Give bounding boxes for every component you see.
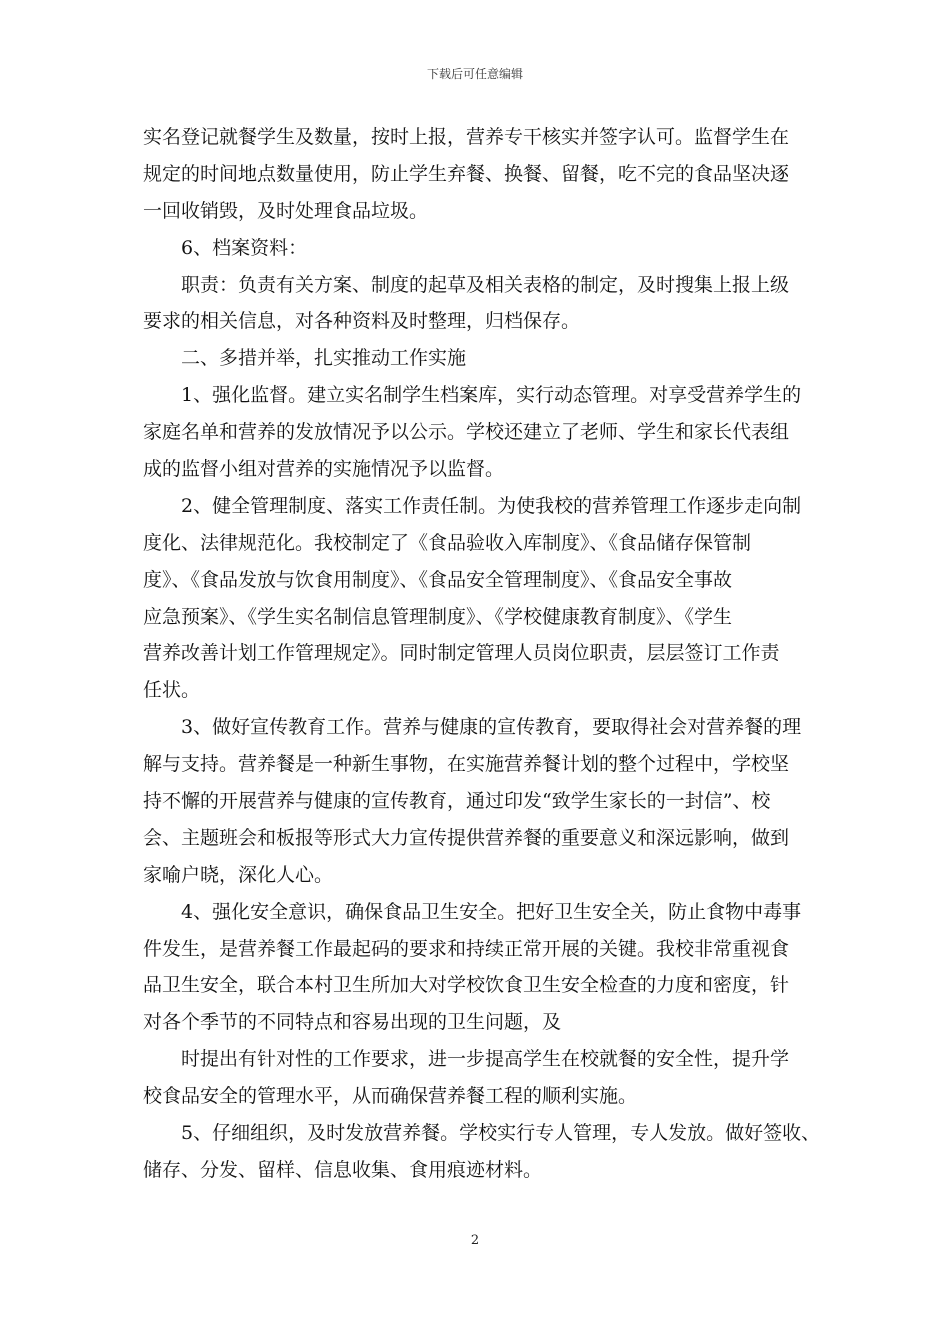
body-line: 4、强化安全意识，确保食品卫生安全。把好卫生安全关，防止食物中毒事 bbox=[181, 900, 802, 923]
body-line: 时提出有针对性的工作要求，进一步提高学生在校就餐的安全性，提升学 bbox=[181, 1048, 790, 1071]
section-heading: 二、多措并举，扎实推动工作实施 bbox=[181, 347, 467, 370]
body-line: 品卫生安全，联合本村卫生所加大对学校饮食卫生安全检查的力度和密度，针 bbox=[143, 974, 790, 997]
body-line: 3、做好宣传教育工作。营养与健康的宣传教育，要取得社会对营养餐的理 bbox=[181, 716, 802, 739]
body-line: 要求的相关信息，对各种资料及时整理，归档保存。 bbox=[143, 310, 581, 333]
section-heading: 6、档案资料： bbox=[181, 236, 308, 259]
body-line: 规定的时间地点数量使用，防止学生弃餐、换餐、留餐，吃不完的食品坚决逐 bbox=[143, 162, 790, 185]
page-number: 2 bbox=[470, 1233, 480, 1248]
body-line: 度化、法律规范化。我校制定了《食品验收入库制度》、《食品储存保管制 bbox=[143, 531, 752, 554]
body-line: 营养改善计划工作管理规定》。同时制定管理人员岗位职责，层层签订工作责 bbox=[143, 642, 780, 665]
page-header: 下载后可任意编辑 bbox=[426, 67, 523, 81]
body-line: 件发生，是营养餐工作最起码的要求和持续正常开展的关键。我校非常重视食 bbox=[143, 937, 790, 960]
body-line: 对各个季节的不同特点和容易出现的卫生问题，及 bbox=[143, 1011, 562, 1034]
body-line: 应急预案》、《学生实名制信息管理制度》、《学校健康教育制度》、《学生 bbox=[143, 605, 733, 628]
body-line: 度》、《食品发放与饮食用制度》、《食品安全管理制度》、《食品安全事故 bbox=[143, 568, 733, 591]
body-line: 一回收销毁，及时处理食品垃圾。 bbox=[143, 199, 429, 222]
body-line: 储存、分发、留样、信息收集、食用痕迹材料。 bbox=[143, 1158, 543, 1181]
body-line: 解与支持。营养餐是一种新生事物，在实施营养餐计划的整个过程中，学校坚 bbox=[143, 753, 790, 776]
body-line: 2、健全管理制度、落实工作责任制。为使我校的营养管理工作逐步走向制 bbox=[181, 494, 802, 517]
body-line: 实名登记就餐学生及数量，按时上报，营养专干核实并签字认可。监督学生在 bbox=[143, 126, 790, 148]
body-line: 校食品安全的管理水平，从而确保营养餐工程的顺利实施。 bbox=[143, 1085, 638, 1108]
body-line: 成的监督小组对营养的实施情况予以监督。 bbox=[143, 458, 505, 481]
body-line: 职责：负责有关方案、制度的起草及相关表格的制定，及时搜集上报上级 bbox=[181, 273, 790, 296]
body-line: 1、强化监督。建立实名制学生档案库，实行动态管理。对享受营养学生的 bbox=[181, 384, 802, 407]
body-line: 持不懈的开展营养与健康的宣传教育，通过印发“致学生家长的一封信”、校 bbox=[143, 790, 771, 813]
body-line: 会、主题班会和板报等形式大力宣传提供营养餐的重要意义和深远影响，做到 bbox=[143, 826, 790, 849]
document-body bbox=[143, 119, 823, 1189]
body-line: 5、仔细组织，及时发放营养餐。学校实行专人管理，专人发放。做好签收、 bbox=[181, 1122, 821, 1145]
body-line: 家庭名单和营养的发放情况予以公示。学校还建立了老师、学生和家长代表组 bbox=[143, 421, 790, 444]
body-line: 任状。 bbox=[143, 679, 201, 702]
body-line: 家喻户晓，深化人心。 bbox=[143, 863, 334, 886]
